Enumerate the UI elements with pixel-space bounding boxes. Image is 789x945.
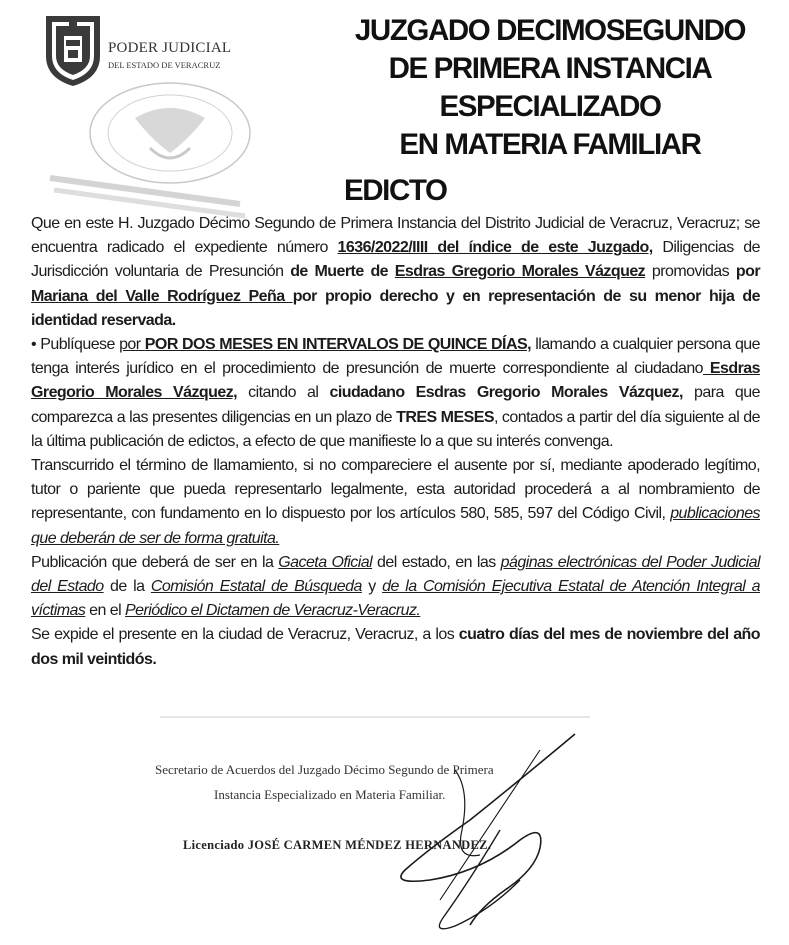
paragraph-case: Que en este H. Juzgado Décimo Segundo de Primera Instancia del Distrito Judicial de Veracruz, Veracruz; se encuentra radicado el expediente número 1636/2022/IIII del índice de este Juzgado, Diligencias de Jurisdicción voluntaria de Presunción de Muerte de Esdras Gregorio Morales Vázquez promovidas por Mariana del Valle Rodríguez Peña por propio derecho y en representación de su menor hija de identidad reservada. xyxy=(31,215,760,329)
document-heading: EDICTO xyxy=(344,174,447,207)
paragraph-date: Se expide el presente en la ciudad de Veracruz, Veracruz, a los cuatro días del mes de noviembre del año dos mil veintidós. xyxy=(31,626,760,668)
court-title-line: EN MATERIA FAMILIAR xyxy=(399,128,701,161)
official-seal-stamp xyxy=(40,78,280,228)
divider xyxy=(160,716,590,718)
court-title-line: ESPECIALIZADO xyxy=(439,90,661,123)
edict-body xyxy=(31,212,760,672)
logo-subtitle: DEL ESTADO DE VERACRUZ xyxy=(108,60,221,70)
secretary-title-line1: Secretario de Acuerdos del Juzgado Décimo Segundo de Primera xyxy=(155,762,494,777)
logo-title: PODER JUDICIAL xyxy=(108,40,232,56)
signature-block xyxy=(0,730,789,945)
secretary-name: Licenciado JOSÉ CARMEN MÉNDEZ HERNANDEZ. xyxy=(183,838,492,852)
secretary-title-line2: Instancia Especializado en Materia Familiar. xyxy=(214,787,446,802)
paragraph-publish: • Publíquese por POR DOS MESES EN INTERVALOS DE QUINCE DÍAS, llamando a cualquier persona que tenga interés jurídico en el procedimiento de presunción de muerte correspondiente al ciudadano Esdras Gregorio Morales Vázquez, citando al ciudadano Esdras Gregorio Morales Vázquez, para que comparezca a las presentes diligencias en un plazo de TRES MESES, contados a partir del día siguiente al de la última publicación de edictos, a efecto de que manifieste lo a que su interés convenga. xyxy=(31,336,760,450)
court-title-line: JUZGADO DECIMOSEGUNDO xyxy=(354,14,746,47)
court-title-line: DE PRIMERA INSTANCIA xyxy=(388,52,712,85)
shield-icon xyxy=(42,12,104,88)
paragraph-term: Transcurrido el término de llamamiento, si no compareciere el ausente por sí, mediante apoderado legítimo, tutor o pariente que pueda representarlo legalmente, esta autoridad procederá a al nombramiento de representante, con fundamento en lo dispuesto por los artículos 580, 585, 597 del Código Civil, publicaciones que deberán de ser de forma gratuita. xyxy=(31,457,760,547)
court-title xyxy=(330,12,770,164)
paragraph-publication-places: Publicación que deberá de ser en la Gaceta Oficial del estado, en las páginas electrónicas del Poder Judicial del Estado de la Comisión Estatal de Búsqueda y de la Comisión Ejecutiva Estatal de Atención Integral a víctimas en el Periódico el Dictamen de Veracruz-Veracruz. xyxy=(31,553,760,620)
